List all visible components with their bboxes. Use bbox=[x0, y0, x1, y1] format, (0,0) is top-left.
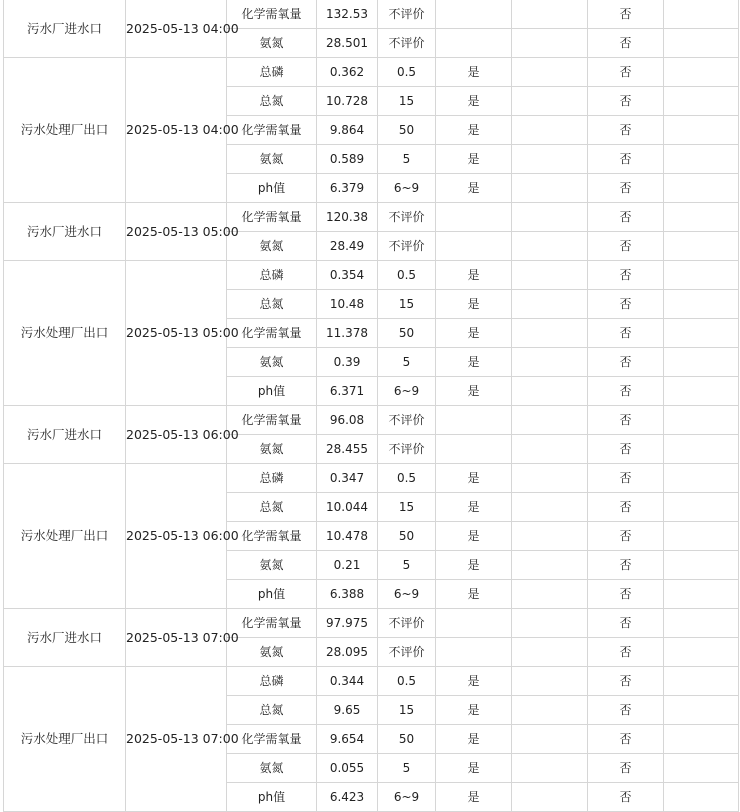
blank-cell bbox=[664, 638, 739, 667]
blank-cell bbox=[664, 493, 739, 522]
standard-limit-cell: 0.5 bbox=[378, 58, 436, 87]
table-row bbox=[4, 464, 739, 493]
compliance-cell: 是 bbox=[436, 290, 512, 319]
exceedance-cell: 否 bbox=[588, 348, 664, 377]
exceedance-cell: 否 bbox=[588, 29, 664, 58]
exceedance-cell: 否 bbox=[588, 87, 664, 116]
monitoring-site-cell: 污水处理厂出口 bbox=[4, 58, 126, 203]
monitoring-time-cell: 2025-05-13 06:00 bbox=[126, 464, 227, 609]
compliance-cell bbox=[436, 232, 512, 261]
parameter-cell: 化学需氧量 bbox=[227, 522, 317, 551]
exceedance-cell: 否 bbox=[588, 522, 664, 551]
standard-limit-cell: 6~9 bbox=[378, 783, 436, 812]
table-row bbox=[4, 58, 739, 87]
standard-limit-cell: 6~9 bbox=[378, 377, 436, 406]
parameter-cell: 总磷 bbox=[227, 261, 317, 290]
blank-cell bbox=[664, 174, 739, 203]
compliance-cell: 是 bbox=[436, 348, 512, 377]
measured-value-cell: 9.654 bbox=[317, 725, 378, 754]
exceedance-cell: 否 bbox=[588, 58, 664, 87]
parameter-cell: 化学需氧量 bbox=[227, 609, 317, 638]
measured-value-cell: 6.371 bbox=[317, 377, 378, 406]
compliance-cell: 是 bbox=[436, 464, 512, 493]
measured-value-cell: 28.455 bbox=[317, 435, 378, 464]
exceedance-cell: 否 bbox=[588, 290, 664, 319]
blank-cell bbox=[664, 696, 739, 725]
compliance-cell: 是 bbox=[436, 754, 512, 783]
parameter-cell: 总磷 bbox=[227, 58, 317, 87]
blank-cell bbox=[512, 551, 588, 580]
compliance-cell bbox=[436, 406, 512, 435]
measured-value-cell: 28.49 bbox=[317, 232, 378, 261]
blank-cell bbox=[512, 0, 588, 29]
compliance-cell: 是 bbox=[436, 174, 512, 203]
compliance-cell: 是 bbox=[436, 580, 512, 609]
standard-limit-cell: 不评价 bbox=[378, 638, 436, 667]
measured-value-cell: 97.975 bbox=[317, 609, 378, 638]
compliance-cell bbox=[436, 29, 512, 58]
blank-cell bbox=[512, 203, 588, 232]
blank-cell bbox=[664, 116, 739, 145]
blank-cell bbox=[512, 493, 588, 522]
blank-cell bbox=[664, 464, 739, 493]
standard-limit-cell: 6~9 bbox=[378, 174, 436, 203]
compliance-cell bbox=[436, 203, 512, 232]
blank-cell bbox=[664, 377, 739, 406]
blank-cell bbox=[512, 783, 588, 812]
parameter-cell: 化学需氧量 bbox=[227, 319, 317, 348]
measured-value-cell: 6.423 bbox=[317, 783, 378, 812]
parameter-cell: 总磷 bbox=[227, 464, 317, 493]
blank-cell bbox=[512, 290, 588, 319]
blank-cell bbox=[512, 638, 588, 667]
monitoring-data-table bbox=[3, 0, 739, 812]
monitoring-time-cell: 2025-05-13 04:00 bbox=[126, 58, 227, 203]
blank-cell bbox=[512, 58, 588, 87]
parameter-cell: 氨氮 bbox=[227, 145, 317, 174]
standard-limit-cell: 6~9 bbox=[378, 580, 436, 609]
standard-limit-cell: 50 bbox=[378, 116, 436, 145]
compliance-cell bbox=[436, 0, 512, 29]
standard-limit-cell: 50 bbox=[378, 319, 436, 348]
parameter-cell: ph值 bbox=[227, 783, 317, 812]
compliance-cell: 是 bbox=[436, 696, 512, 725]
parameter-cell: 化学需氧量 bbox=[227, 406, 317, 435]
parameter-cell: 氨氮 bbox=[227, 551, 317, 580]
blank-cell bbox=[664, 580, 739, 609]
standard-limit-cell: 不评价 bbox=[378, 0, 436, 29]
standard-limit-cell: 15 bbox=[378, 696, 436, 725]
compliance-cell: 是 bbox=[436, 522, 512, 551]
compliance-cell: 是 bbox=[436, 58, 512, 87]
measured-value-cell: 0.39 bbox=[317, 348, 378, 377]
measured-value-cell: 10.044 bbox=[317, 493, 378, 522]
parameter-cell: 总氮 bbox=[227, 493, 317, 522]
exceedance-cell: 否 bbox=[588, 667, 664, 696]
blank-cell bbox=[512, 609, 588, 638]
exceedance-cell: 否 bbox=[588, 435, 664, 464]
blank-cell bbox=[512, 406, 588, 435]
monitoring-time-cell: 2025-05-13 07:00 bbox=[126, 667, 227, 812]
blank-cell bbox=[664, 290, 739, 319]
blank-cell bbox=[512, 464, 588, 493]
compliance-cell: 是 bbox=[436, 725, 512, 754]
monitoring-time-cell: 2025-05-13 06:00 bbox=[126, 406, 227, 464]
compliance-cell: 是 bbox=[436, 261, 512, 290]
measured-value-cell: 11.378 bbox=[317, 319, 378, 348]
compliance-cell: 是 bbox=[436, 551, 512, 580]
standard-limit-cell: 5 bbox=[378, 551, 436, 580]
standard-limit-cell: 不评价 bbox=[378, 435, 436, 464]
blank-cell bbox=[664, 551, 739, 580]
parameter-cell: ph值 bbox=[227, 174, 317, 203]
table-row bbox=[4, 203, 739, 232]
exceedance-cell: 否 bbox=[588, 493, 664, 522]
blank-cell bbox=[512, 348, 588, 377]
table-body bbox=[4, 0, 739, 812]
measured-value-cell: 120.38 bbox=[317, 203, 378, 232]
parameter-cell: 总氮 bbox=[227, 87, 317, 116]
compliance-cell: 是 bbox=[436, 783, 512, 812]
monitoring-site-cell: 污水处理厂出口 bbox=[4, 667, 126, 812]
standard-limit-cell: 15 bbox=[378, 290, 436, 319]
compliance-cell bbox=[436, 638, 512, 667]
measured-value-cell: 132.53 bbox=[317, 0, 378, 29]
parameter-cell: 总氮 bbox=[227, 696, 317, 725]
parameter-cell: 氨氮 bbox=[227, 348, 317, 377]
compliance-cell: 是 bbox=[436, 377, 512, 406]
table-row bbox=[4, 667, 739, 696]
blank-cell bbox=[664, 145, 739, 174]
blank-cell bbox=[664, 203, 739, 232]
parameter-cell: 化学需氧量 bbox=[227, 725, 317, 754]
measured-value-cell: 6.388 bbox=[317, 580, 378, 609]
parameter-cell: 化学需氧量 bbox=[227, 0, 317, 29]
blank-cell bbox=[512, 145, 588, 174]
blank-cell bbox=[664, 435, 739, 464]
blank-cell bbox=[512, 319, 588, 348]
measured-value-cell: 0.21 bbox=[317, 551, 378, 580]
monitoring-time-cell: 2025-05-13 07:00 bbox=[126, 609, 227, 667]
exceedance-cell: 否 bbox=[588, 319, 664, 348]
measured-value-cell: 28.501 bbox=[317, 29, 378, 58]
blank-cell bbox=[512, 29, 588, 58]
exceedance-cell: 否 bbox=[588, 725, 664, 754]
blank-cell bbox=[512, 174, 588, 203]
measured-value-cell: 9.864 bbox=[317, 116, 378, 145]
compliance-cell bbox=[436, 435, 512, 464]
blank-cell bbox=[512, 377, 588, 406]
blank-cell bbox=[664, 319, 739, 348]
standard-limit-cell: 不评价 bbox=[378, 406, 436, 435]
blank-cell bbox=[512, 87, 588, 116]
standard-limit-cell: 5 bbox=[378, 754, 436, 783]
parameter-cell: 氨氮 bbox=[227, 232, 317, 261]
measured-value-cell: 0.344 bbox=[317, 667, 378, 696]
blank-cell bbox=[664, 261, 739, 290]
blank-cell bbox=[512, 116, 588, 145]
measured-value-cell: 0.589 bbox=[317, 145, 378, 174]
table-row bbox=[4, 609, 739, 638]
blank-cell bbox=[664, 58, 739, 87]
standard-limit-cell: 不评价 bbox=[378, 203, 436, 232]
monitoring-time-cell: 2025-05-13 04:00 bbox=[126, 0, 227, 58]
blank-cell bbox=[664, 667, 739, 696]
blank-cell bbox=[512, 435, 588, 464]
exceedance-cell: 否 bbox=[588, 145, 664, 174]
blank-cell bbox=[512, 696, 588, 725]
exceedance-cell: 否 bbox=[588, 696, 664, 725]
compliance-cell: 是 bbox=[436, 87, 512, 116]
parameter-cell: 氨氮 bbox=[227, 638, 317, 667]
standard-limit-cell: 5 bbox=[378, 348, 436, 377]
monitoring-time-cell: 2025-05-13 05:00 bbox=[126, 203, 227, 261]
measured-value-cell: 10.728 bbox=[317, 87, 378, 116]
blank-cell bbox=[512, 232, 588, 261]
parameter-cell: 化学需氧量 bbox=[227, 116, 317, 145]
exceedance-cell: 否 bbox=[588, 754, 664, 783]
measured-value-cell: 10.48 bbox=[317, 290, 378, 319]
exceedance-cell: 否 bbox=[588, 232, 664, 261]
monitoring-site-cell: 污水厂进水口 bbox=[4, 406, 126, 464]
table-row bbox=[4, 0, 739, 29]
measured-value-cell: 96.08 bbox=[317, 406, 378, 435]
table-row bbox=[4, 406, 739, 435]
compliance-cell: 是 bbox=[436, 319, 512, 348]
measured-value-cell: 0.354 bbox=[317, 261, 378, 290]
exceedance-cell: 否 bbox=[588, 174, 664, 203]
compliance-cell: 是 bbox=[436, 145, 512, 174]
blank-cell bbox=[664, 348, 739, 377]
parameter-cell: 氨氮 bbox=[227, 435, 317, 464]
blank-cell bbox=[664, 232, 739, 261]
compliance-cell: 是 bbox=[436, 116, 512, 145]
blank-cell bbox=[664, 783, 739, 812]
exceedance-cell: 否 bbox=[588, 116, 664, 145]
monitoring-site-cell: 污水厂进水口 bbox=[4, 203, 126, 261]
standard-limit-cell: 15 bbox=[378, 87, 436, 116]
parameter-cell: ph值 bbox=[227, 377, 317, 406]
exceedance-cell: 否 bbox=[588, 580, 664, 609]
exceedance-cell: 否 bbox=[588, 0, 664, 29]
monitoring-site-cell: 污水处理厂出口 bbox=[4, 464, 126, 609]
exceedance-cell: 否 bbox=[588, 261, 664, 290]
measured-value-cell: 0.055 bbox=[317, 754, 378, 783]
blank-cell bbox=[664, 754, 739, 783]
measured-value-cell: 28.095 bbox=[317, 638, 378, 667]
table-row bbox=[4, 261, 739, 290]
standard-limit-cell: 不评价 bbox=[378, 609, 436, 638]
blank-cell bbox=[512, 754, 588, 783]
exceedance-cell: 否 bbox=[588, 638, 664, 667]
exceedance-cell: 否 bbox=[588, 464, 664, 493]
measured-value-cell: 0.362 bbox=[317, 58, 378, 87]
blank-cell bbox=[664, 406, 739, 435]
blank-cell bbox=[664, 522, 739, 551]
blank-cell bbox=[664, 609, 739, 638]
parameter-cell: 氨氮 bbox=[227, 754, 317, 783]
exceedance-cell: 否 bbox=[588, 377, 664, 406]
standard-limit-cell: 0.5 bbox=[378, 261, 436, 290]
monitoring-time-cell: 2025-05-13 05:00 bbox=[126, 261, 227, 406]
monitoring-site-cell: 污水厂进水口 bbox=[4, 609, 126, 667]
blank-cell bbox=[512, 522, 588, 551]
standard-limit-cell: 不评价 bbox=[378, 29, 436, 58]
parameter-cell: 氨氮 bbox=[227, 29, 317, 58]
blank-cell bbox=[664, 29, 739, 58]
measured-value-cell: 6.379 bbox=[317, 174, 378, 203]
compliance-cell bbox=[436, 609, 512, 638]
parameter-cell: 总磷 bbox=[227, 667, 317, 696]
blank-cell bbox=[664, 87, 739, 116]
parameter-cell: 化学需氧量 bbox=[227, 203, 317, 232]
blank-cell bbox=[512, 725, 588, 754]
measured-value-cell: 9.65 bbox=[317, 696, 378, 725]
blank-cell bbox=[664, 0, 739, 29]
exceedance-cell: 否 bbox=[588, 406, 664, 435]
standard-limit-cell: 50 bbox=[378, 725, 436, 754]
blank-cell bbox=[512, 261, 588, 290]
standard-limit-cell: 50 bbox=[378, 522, 436, 551]
parameter-cell: 总氮 bbox=[227, 290, 317, 319]
measured-value-cell: 10.478 bbox=[317, 522, 378, 551]
monitoring-site-cell: 污水处理厂出口 bbox=[4, 261, 126, 406]
standard-limit-cell: 5 bbox=[378, 145, 436, 174]
standard-limit-cell: 0.5 bbox=[378, 464, 436, 493]
blank-cell bbox=[664, 725, 739, 754]
standard-limit-cell: 0.5 bbox=[378, 667, 436, 696]
measured-value-cell: 0.347 bbox=[317, 464, 378, 493]
exceedance-cell: 否 bbox=[588, 783, 664, 812]
standard-limit-cell: 15 bbox=[378, 493, 436, 522]
blank-cell bbox=[512, 667, 588, 696]
monitoring-site-cell: 污水厂进水口 bbox=[4, 0, 126, 58]
compliance-cell: 是 bbox=[436, 493, 512, 522]
blank-cell bbox=[512, 580, 588, 609]
standard-limit-cell: 不评价 bbox=[378, 232, 436, 261]
exceedance-cell: 否 bbox=[588, 203, 664, 232]
compliance-cell: 是 bbox=[436, 667, 512, 696]
exceedance-cell: 否 bbox=[588, 551, 664, 580]
exceedance-cell: 否 bbox=[588, 609, 664, 638]
parameter-cell: ph值 bbox=[227, 580, 317, 609]
